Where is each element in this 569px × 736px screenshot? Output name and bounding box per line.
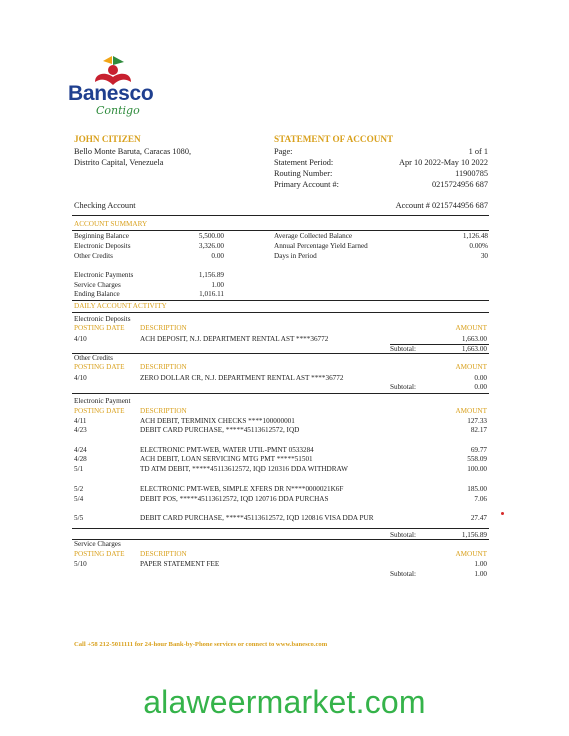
transaction-description: ELECTRONIC PMT-WEB, SIMPLE XFERS DR N****0000021K6F <box>140 485 344 493</box>
column-header-date: POSTING DATE <box>74 363 125 371</box>
column-header-description: DESCRIPTION <box>140 363 187 371</box>
statement-field-page <box>274 146 488 157</box>
transaction-description: DEBIT POS, *****45113612572, IQD 120716 DDA PURCHAS <box>140 495 329 503</box>
subtotal-label: Subtotal: <box>390 531 416 539</box>
summary-row <box>74 232 224 242</box>
summary-label: Other Credits <box>74 251 113 260</box>
transaction-date: 5/1 <box>74 465 84 473</box>
transaction-amount: 7.06 <box>474 495 487 503</box>
summary-value: 0.00 <box>211 251 224 260</box>
watermark-text: alaweermarket.com <box>143 684 426 720</box>
column-header-date: POSTING DATE <box>74 550 125 558</box>
customer-address-line2: Distrito Capital, Venezuela <box>74 158 164 167</box>
field-label: Statement Period: <box>274 158 334 167</box>
section-title: Electronic Payment <box>74 397 131 405</box>
statement-title: STATEMENT OF ACCOUNT <box>274 134 394 144</box>
summary-heading: ACCOUNT SUMMARY <box>74 220 148 228</box>
divider <box>72 539 489 540</box>
transaction-amount: 27.47 <box>470 514 487 522</box>
field-value: 11900785 <box>455 169 488 178</box>
column-header-amount: AMOUNT <box>455 324 487 332</box>
field-label: Primary Account #: <box>274 180 339 189</box>
column-header-description: DESCRIPTION <box>140 407 187 415</box>
summary-value: 1,126.48 <box>462 232 488 240</box>
summary-value: 3,326.00 <box>198 241 224 250</box>
subtotal-value: 1,663.00 <box>461 345 487 353</box>
brand-name: Banesco <box>68 82 154 105</box>
subtotal-value: 0.00 <box>474 383 487 391</box>
transaction-date: 5/2 <box>74 485 84 493</box>
summary-row <box>274 242 488 252</box>
summary-value: 1,016.11 <box>199 290 224 299</box>
subtotal-label: Subtotal: <box>390 383 416 391</box>
account-type: Checking Account <box>74 201 136 210</box>
summary-row <box>274 232 488 242</box>
red-dot-mark <box>501 512 504 515</box>
summary-label: Electronic Payments <box>74 270 134 279</box>
transaction-description: PAPER STATEMENT FEE <box>140 560 220 568</box>
summary-label: Average Collected Balance <box>274 232 353 240</box>
transaction-description: ELECTRONIC PMT-WEB, WATER UTIL-PMNT 0533284 <box>140 446 314 454</box>
transaction-amount: 127.33 <box>467 417 487 425</box>
transaction-description: DEBIT CARD PURCHASE, *****45113612572, IQD 120816 VISA DDA PUR <box>140 514 374 522</box>
transaction-date: 4/10 <box>74 335 87 343</box>
transaction-amount: 185.00 <box>467 485 487 493</box>
summary-row <box>74 271 224 281</box>
divider <box>72 300 489 301</box>
transaction-date: 4/24 <box>74 446 87 454</box>
subtotal-label: Subtotal: <box>390 570 416 578</box>
column-header-date: POSTING DATE <box>74 407 125 415</box>
transaction-date: 4/10 <box>74 374 87 382</box>
activity-heading: DAILY ACCOUNT ACTIVITY <box>74 302 167 310</box>
column-header-description: DESCRIPTION <box>140 324 187 332</box>
summary-value: 30 <box>480 251 488 260</box>
transaction-amount: 558.09 <box>467 455 487 463</box>
transaction-description: ACH DEBIT, LOAN SERVICING MTG PMT *****51501 <box>140 455 313 463</box>
column-header-description: DESCRIPTION <box>140 550 187 558</box>
summary-row <box>74 281 224 291</box>
brand-tagline: Contigo <box>96 104 140 117</box>
footer-note: Call +58 212-5011111 for 24-hour Bank-by-Phone services or connect to www.banesco.com <box>74 641 328 648</box>
divider <box>72 393 489 394</box>
transaction-description: TD ATM DEBIT, *****45113612572, IQD 120316 DDA WITHDRAW <box>140 465 348 473</box>
field-value: Apr 10 2022-May 10 2022 <box>399 158 488 167</box>
transaction-date: 5/5 <box>74 514 84 522</box>
summary-right <box>274 232 488 261</box>
section-title: Electronic Deposits <box>74 315 131 323</box>
summary-value: 0.00% <box>469 241 488 250</box>
statement-field-routing <box>274 168 488 179</box>
summary-label: Annual Percentage Yield Earned <box>274 241 368 250</box>
summary-row <box>74 290 224 300</box>
banesco-logo <box>68 52 168 124</box>
summary-value: 1.00 <box>211 280 224 289</box>
transaction-description: ACH DEPOSIT, N.J. DEPARTMENT RENTAL AST ****36772 <box>140 335 329 343</box>
divider <box>72 353 489 354</box>
transaction-amount: 1,663.00 <box>461 335 487 343</box>
divider <box>72 528 489 529</box>
subtotal-value: 1,156.89 <box>461 531 487 539</box>
transaction-amount: 100.00 <box>467 465 487 473</box>
transaction-date: 4/28 <box>74 455 87 463</box>
section-title: Service Charges <box>74 540 121 548</box>
account-number: Account # 0215744956 687 <box>395 201 488 210</box>
transaction-description: ACH DEBIT, TERMINIX CHECKS ****100000001 <box>140 417 295 425</box>
divider <box>72 312 489 313</box>
subtotal-label: Subtotal: <box>390 345 416 353</box>
summary-label: Days in Period <box>274 251 317 260</box>
transaction-date: 5/4 <box>74 495 84 503</box>
transaction-date: 4/11 <box>74 417 87 425</box>
summary-left <box>74 232 224 300</box>
statement-fields <box>274 146 488 190</box>
section-title: Other Credits <box>74 354 113 362</box>
field-label: Routing Number: <box>274 169 333 178</box>
summary-label: Electronic Deposits <box>74 241 131 250</box>
transaction-amount: 0.00 <box>474 374 487 382</box>
transaction-description: ZERO DOLLAR CR, N.J. DEPARTMENT RENTAL AST ****36772 <box>140 374 344 382</box>
transaction-description: DEBIT CARD PURCHASE, *****45113612572, IQD <box>140 426 300 434</box>
field-value: 1 of 1 <box>468 147 488 156</box>
summary-row <box>74 242 224 252</box>
summary-value: 5,500.00 <box>198 232 224 240</box>
transaction-amount: 82.17 <box>470 426 487 434</box>
transaction-amount: 1.00 <box>474 560 487 568</box>
summary-row <box>74 252 224 262</box>
column-header-date: POSTING DATE <box>74 324 125 332</box>
subtotal-value: 1.00 <box>474 570 487 578</box>
column-header-amount: AMOUNT <box>455 407 487 415</box>
summary-label: Beginning Balance <box>74 232 129 240</box>
statement-field-primary-account <box>274 179 488 190</box>
field-label: Page: <box>274 147 293 156</box>
column-header-amount: AMOUNT <box>455 363 487 371</box>
transaction-date: 4/23 <box>74 426 87 434</box>
customer-name: JOHN CITIZEN <box>74 134 141 144</box>
divider <box>72 230 489 231</box>
summary-row <box>274 252 488 262</box>
customer-address-line1: Bello Monte Baruta, Caracas 1080, <box>74 147 192 156</box>
statement-field-period <box>274 157 488 168</box>
summary-label: Ending Balance <box>74 290 120 299</box>
divider <box>72 215 489 216</box>
transaction-date: 5/10 <box>74 560 87 568</box>
summary-label: Service Charges <box>74 280 121 289</box>
summary-value: 1,156.89 <box>198 270 224 279</box>
column-header-amount: AMOUNT <box>455 550 487 558</box>
transaction-amount: 69.77 <box>470 446 487 454</box>
field-value: 0215724956 687 <box>431 180 488 189</box>
